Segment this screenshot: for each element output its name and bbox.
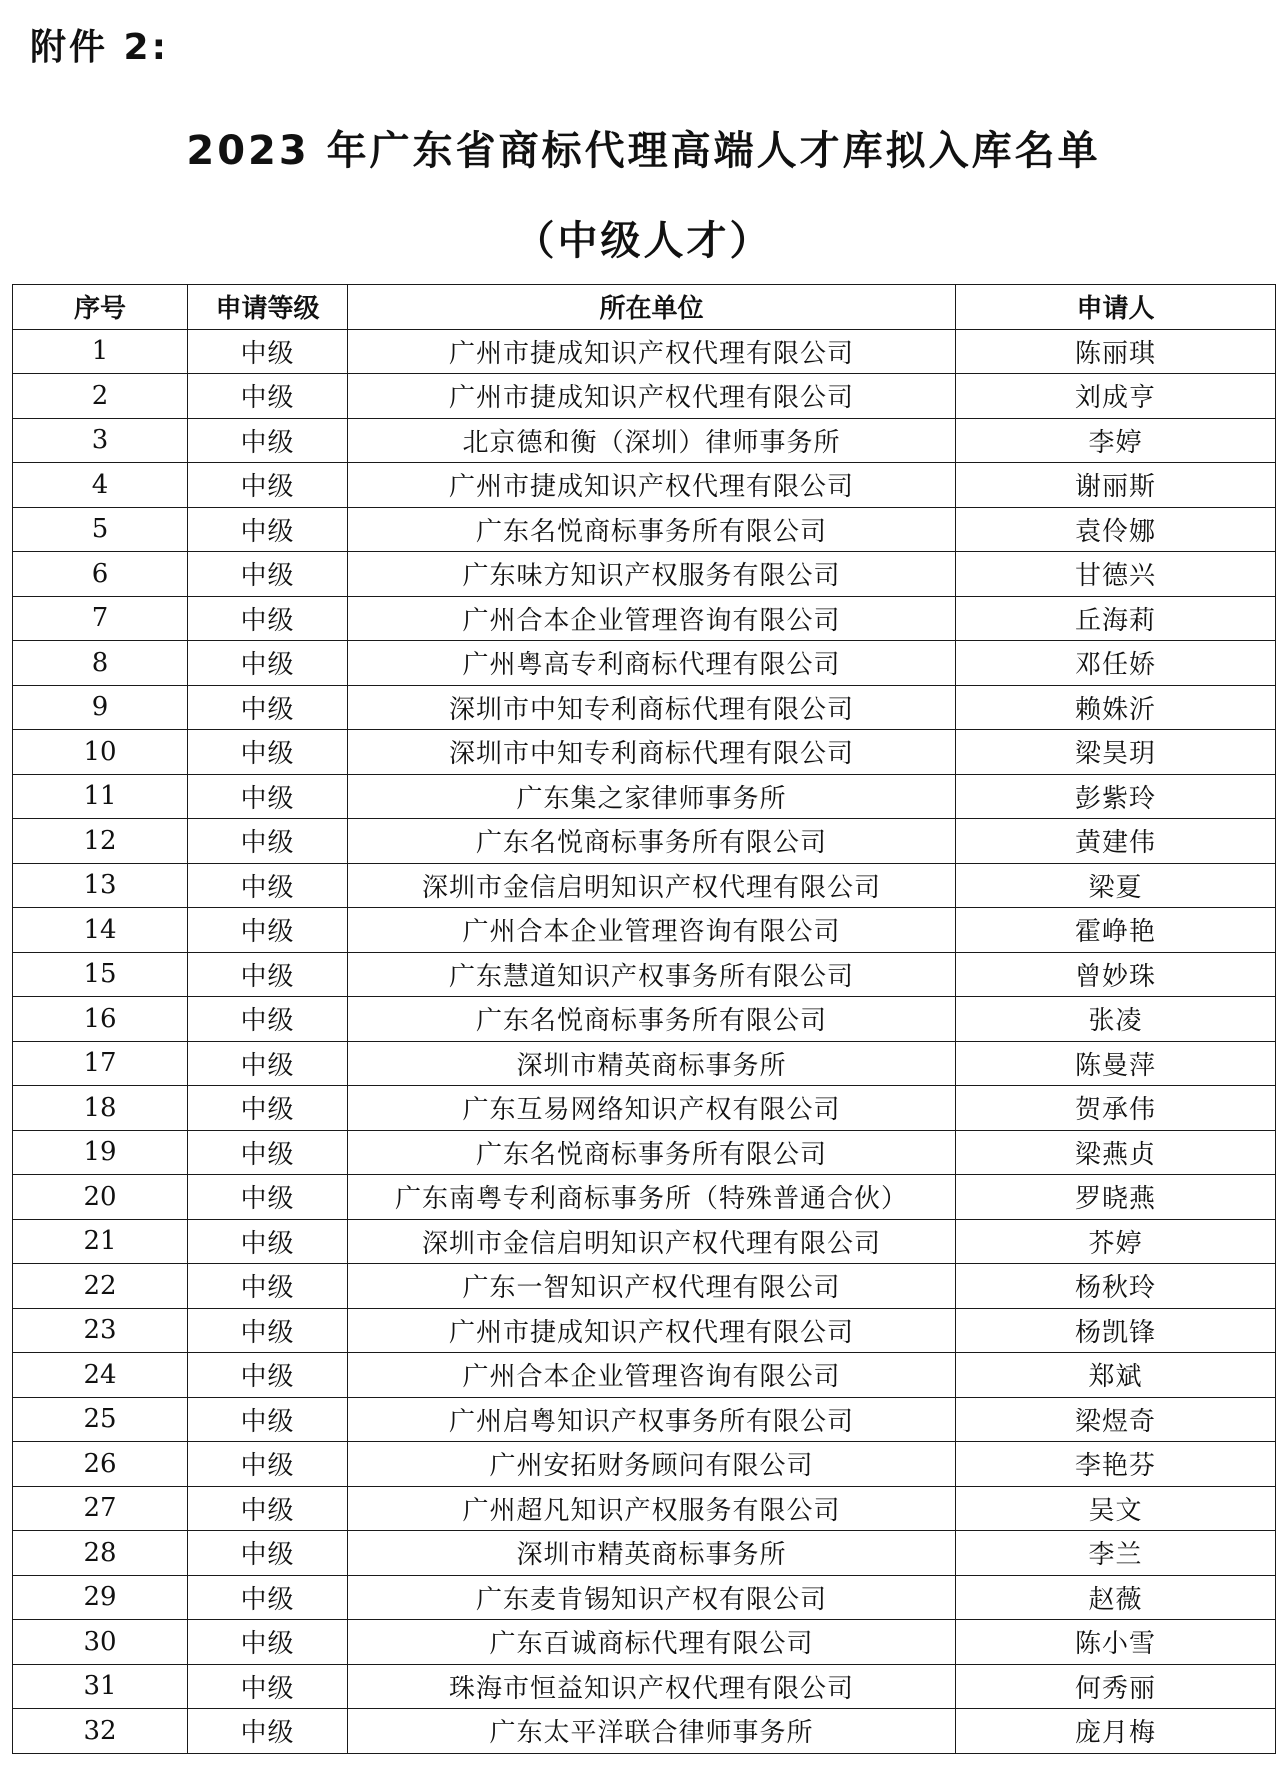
table-row (13, 596, 1276, 641)
document-subtitle: （中级人才） (514, 218, 773, 264)
cell-organization: 广东集之家律师事务所 (348, 774, 956, 819)
header-serial-number: 序号 (13, 285, 188, 330)
cell-applicant: 庞月梅 (956, 1709, 1276, 1754)
table-row (13, 863, 1276, 908)
cell-applicant: 陈曼萍 (956, 1041, 1276, 1086)
table-row (13, 1531, 1276, 1576)
document-title: 2023 年广东省商标代理高端人才库拟入库名单 (186, 128, 1101, 174)
cell-organization: 广州市捷成知识产权代理有限公司 (348, 374, 956, 419)
table-row (13, 1486, 1276, 1531)
cell-applicant: 梁煜奇 (956, 1397, 1276, 1442)
table-row (13, 1308, 1276, 1353)
table-row (13, 1219, 1276, 1264)
table-header-row (13, 285, 1276, 330)
cell-serial-number: 27 (13, 1486, 188, 1531)
cell-applicant: 张凌 (956, 997, 1276, 1042)
cell-application-level: 中级 (188, 641, 348, 686)
cell-applicant: 丘海莉 (956, 596, 1276, 641)
cell-application-level: 中级 (188, 463, 348, 508)
cell-applicant: 霍峥艳 (956, 908, 1276, 953)
cell-application-level: 中级 (188, 1664, 348, 1709)
cell-serial-number: 20 (13, 1175, 188, 1220)
cell-serial-number: 7 (13, 596, 188, 641)
header-organization: 所在单位 (348, 285, 956, 330)
cell-application-level: 中级 (188, 552, 348, 597)
cell-application-level: 中级 (188, 1130, 348, 1175)
cell-applicant: 郑斌 (956, 1353, 1276, 1398)
cell-applicant: 刘成亨 (956, 374, 1276, 419)
table-row (13, 1575, 1276, 1620)
cell-organization: 深圳市金信启明知识产权代理有限公司 (348, 1219, 956, 1264)
table-row (13, 641, 1276, 686)
cell-organization: 广东名悦商标事务所有限公司 (348, 997, 956, 1042)
table-row (13, 997, 1276, 1042)
cell-application-level: 中级 (188, 1531, 348, 1576)
cell-organization: 广东慧道知识产权事务所有限公司 (348, 952, 956, 997)
table-row (13, 685, 1276, 730)
table-row (13, 418, 1276, 463)
cell-organization: 广东名悦商标事务所有限公司 (348, 819, 956, 864)
table-row (13, 774, 1276, 819)
table-row (13, 374, 1276, 419)
cell-organization: 广东麦肯锡知识产权有限公司 (348, 1575, 956, 1620)
cell-application-level: 中级 (188, 1219, 348, 1264)
cell-organization: 广东名悦商标事务所有限公司 (348, 1130, 956, 1175)
cell-applicant: 袁伶娜 (956, 507, 1276, 552)
cell-serial-number: 1 (13, 329, 188, 374)
cell-serial-number: 32 (13, 1709, 188, 1754)
cell-organization: 广州粤高专利商标代理有限公司 (348, 641, 956, 686)
cell-application-level: 中级 (188, 1175, 348, 1220)
cell-application-level: 中级 (188, 1620, 348, 1665)
table-row (13, 1664, 1276, 1709)
table-row (13, 1264, 1276, 1309)
table-row (13, 1709, 1276, 1754)
cell-application-level: 中级 (188, 596, 348, 641)
cell-applicant: 梁夏 (956, 863, 1276, 908)
cell-serial-number: 30 (13, 1620, 188, 1665)
cell-organization: 广州市捷成知识产权代理有限公司 (348, 1308, 956, 1353)
cell-applicant: 贺承伟 (956, 1086, 1276, 1131)
cell-serial-number: 26 (13, 1442, 188, 1487)
cell-serial-number: 25 (13, 1397, 188, 1442)
cell-application-level: 中级 (188, 1308, 348, 1353)
cell-application-level: 中级 (188, 685, 348, 730)
cell-application-level: 中级 (188, 374, 348, 419)
cell-application-level: 中级 (188, 1086, 348, 1131)
cell-organization: 广东互易网络知识产权有限公司 (348, 1086, 956, 1131)
cell-serial-number: 9 (13, 685, 188, 730)
cell-applicant: 邓任娇 (956, 641, 1276, 686)
cell-applicant: 梁昊玥 (956, 730, 1276, 775)
cell-organization: 广东太平洋联合律师事务所 (348, 1709, 956, 1754)
cell-applicant: 陈丽琪 (956, 329, 1276, 374)
cell-organization: 北京德和衡（深圳）律师事务所 (348, 418, 956, 463)
cell-applicant: 李兰 (956, 1531, 1276, 1576)
table-row (13, 463, 1276, 508)
cell-application-level: 中级 (188, 908, 348, 953)
cell-applicant: 芥婷 (956, 1219, 1276, 1264)
cell-serial-number: 19 (13, 1130, 188, 1175)
cell-serial-number: 28 (13, 1531, 188, 1576)
cell-applicant: 李婷 (956, 418, 1276, 463)
table-row (13, 1041, 1276, 1086)
cell-serial-number: 15 (13, 952, 188, 997)
cell-application-level: 中级 (188, 997, 348, 1042)
cell-organization: 深圳市金信启明知识产权代理有限公司 (348, 863, 956, 908)
header-application-level: 申请等级 (188, 285, 348, 330)
cell-organization: 广州超凡知识产权服务有限公司 (348, 1486, 956, 1531)
cell-organization: 深圳市精英商标事务所 (348, 1041, 956, 1086)
cell-application-level: 中级 (188, 1575, 348, 1620)
cell-applicant: 甘德兴 (956, 552, 1276, 597)
cell-organization: 广东南粤专利商标事务所（特殊普通合伙） (348, 1175, 956, 1220)
table-row (13, 1397, 1276, 1442)
attachment-label: 附件 2: (30, 27, 169, 68)
cell-serial-number: 6 (13, 552, 188, 597)
cell-application-level: 中级 (188, 1442, 348, 1487)
talent-roster-table (12, 284, 1276, 1754)
cell-applicant: 彭紫玲 (956, 774, 1276, 819)
cell-organization: 珠海市恒益知识产权代理有限公司 (348, 1664, 956, 1709)
cell-serial-number: 31 (13, 1664, 188, 1709)
cell-organization: 广州市捷成知识产权代理有限公司 (348, 463, 956, 508)
cell-organization: 广东百诚商标代理有限公司 (348, 1620, 956, 1665)
cell-serial-number: 29 (13, 1575, 188, 1620)
cell-applicant: 谢丽斯 (956, 463, 1276, 508)
cell-application-level: 中级 (188, 952, 348, 997)
table-row (13, 1175, 1276, 1220)
cell-serial-number: 24 (13, 1353, 188, 1398)
cell-application-level: 中级 (188, 730, 348, 775)
cell-application-level: 中级 (188, 507, 348, 552)
cell-organization: 广州合本企业管理咨询有限公司 (348, 908, 956, 953)
cell-application-level: 中级 (188, 1264, 348, 1309)
cell-applicant: 杨秋玲 (956, 1264, 1276, 1309)
cell-application-level: 中级 (188, 1709, 348, 1754)
table-row (13, 908, 1276, 953)
cell-serial-number: 13 (13, 863, 188, 908)
cell-application-level: 中级 (188, 418, 348, 463)
table-row (13, 1086, 1276, 1131)
cell-application-level: 中级 (188, 1486, 348, 1531)
cell-organization: 深圳市中知专利商标代理有限公司 (348, 730, 956, 775)
cell-organization: 深圳市精英商标事务所 (348, 1531, 956, 1576)
cell-organization: 深圳市中知专利商标代理有限公司 (348, 685, 956, 730)
table-row (13, 329, 1276, 374)
cell-organization: 广州合本企业管理咨询有限公司 (348, 1353, 956, 1398)
cell-serial-number: 3 (13, 418, 188, 463)
table-row (13, 1130, 1276, 1175)
cell-serial-number: 17 (13, 1041, 188, 1086)
cell-organization: 广州启粤知识产权事务所有限公司 (348, 1397, 956, 1442)
cell-application-level: 中级 (188, 329, 348, 374)
header-applicant: 申请人 (956, 285, 1276, 330)
cell-organization: 广东一智知识产权代理有限公司 (348, 1264, 956, 1309)
cell-organization: 广东名悦商标事务所有限公司 (348, 507, 956, 552)
table-row (13, 552, 1276, 597)
cell-applicant: 陈小雪 (956, 1620, 1276, 1665)
cell-applicant: 曾妙珠 (956, 952, 1276, 997)
cell-serial-number: 14 (13, 908, 188, 953)
table-row (13, 730, 1276, 775)
cell-applicant: 梁燕贞 (956, 1130, 1276, 1175)
cell-organization: 广州安拓财务顾问有限公司 (348, 1442, 956, 1487)
cell-organization: 广州合本企业管理咨询有限公司 (348, 596, 956, 641)
cell-applicant: 何秀丽 (956, 1664, 1276, 1709)
table-row (13, 507, 1276, 552)
cell-serial-number: 23 (13, 1308, 188, 1353)
table-header (13, 285, 1276, 330)
cell-application-level: 中级 (188, 1041, 348, 1086)
table-row (13, 819, 1276, 864)
cell-serial-number: 12 (13, 819, 188, 864)
cell-application-level: 中级 (188, 1397, 348, 1442)
table-row (13, 952, 1276, 997)
cell-application-level: 中级 (188, 1353, 348, 1398)
cell-serial-number: 4 (13, 463, 188, 508)
cell-applicant: 黄建伟 (956, 819, 1276, 864)
table-row (13, 1353, 1276, 1398)
cell-serial-number: 16 (13, 997, 188, 1042)
cell-applicant: 吴文 (956, 1486, 1276, 1531)
cell-organization: 广东味方知识产权服务有限公司 (348, 552, 956, 597)
cell-serial-number: 11 (13, 774, 188, 819)
table-row (13, 1620, 1276, 1665)
cell-application-level: 中级 (188, 863, 348, 908)
cell-applicant: 罗晓燕 (956, 1175, 1276, 1220)
cell-serial-number: 2 (13, 374, 188, 419)
cell-application-level: 中级 (188, 774, 348, 819)
cell-applicant: 杨凯锋 (956, 1308, 1276, 1353)
cell-serial-number: 5 (13, 507, 188, 552)
table-row (13, 1442, 1276, 1487)
cell-applicant: 赵薇 (956, 1575, 1276, 1620)
table-body (13, 329, 1276, 1753)
cell-serial-number: 10 (13, 730, 188, 775)
cell-serial-number: 22 (13, 1264, 188, 1309)
cell-application-level: 中级 (188, 819, 348, 864)
cell-serial-number: 21 (13, 1219, 188, 1264)
cell-applicant: 李艳芬 (956, 1442, 1276, 1487)
cell-serial-number: 8 (13, 641, 188, 686)
cell-serial-number: 18 (13, 1086, 188, 1131)
cell-applicant: 赖姝沂 (956, 685, 1276, 730)
cell-organization: 广州市捷成知识产权代理有限公司 (348, 329, 956, 374)
